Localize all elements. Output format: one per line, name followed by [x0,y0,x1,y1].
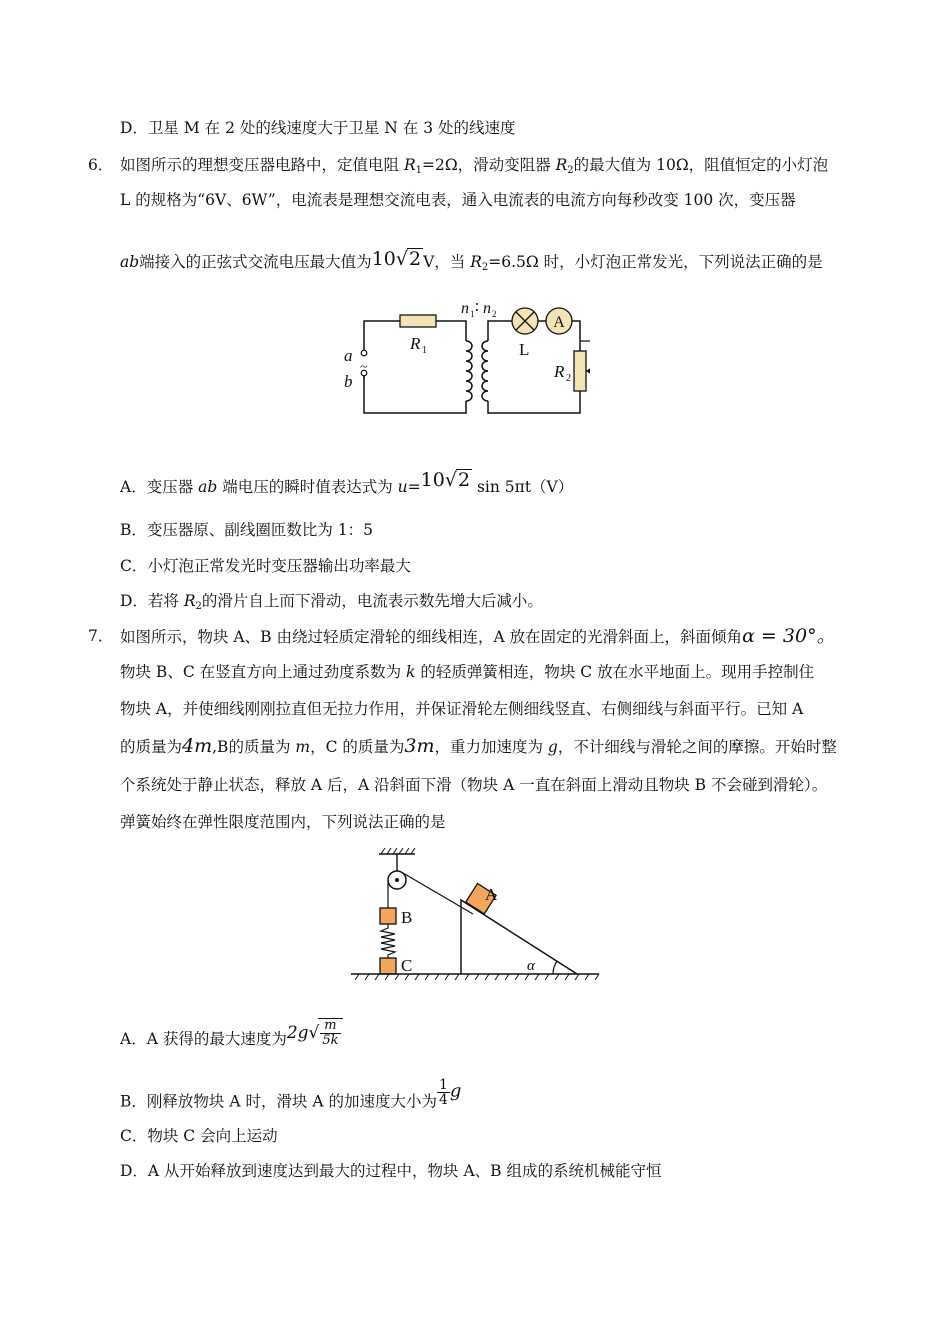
terminal-a [361,350,367,356]
q7-opt-b-den: 4 [439,1092,448,1108]
label-a: A [485,885,498,904]
q7-opt-b-num: 1 [439,1077,448,1093]
ceiling-hatch [381,848,415,854]
q7-line3: 物块 A，并使细线刚刚拉直但无拉力作用，并保证滑轮左侧细线竖直、右侧细线与斜面平行。已知 A [120,700,804,718]
ratio-sep: ∶ [475,300,479,316]
pulley-axle [395,878,399,882]
q6-line1-text-a: 如图所示的理想变压器电路中，定值电阻 [120,156,404,174]
q6-opt-a-ab: ab [198,478,218,496]
q7-opt-b-expr [437,1078,461,1107]
q6-opt-a-coef: 10 [420,469,445,491]
ground-hatch [355,974,599,980]
label-b: B [401,908,413,927]
q6-voltage-coef: 10 [371,248,396,270]
q6-opt-a-amplitude: 10√2 [420,469,471,491]
primary-coil [466,341,472,401]
q7-line1-text: 如图所示，物块 A、B 由绕过轻质定滑轮的细线相连，A 放在固定的光滑斜面上，斜面倾角 [120,628,743,646]
block-b [380,908,396,924]
q6-opt-a-eq: = [407,478,421,496]
q7-line4-text-e: ，不计细线与滑轮之间的摩擦。开始时整 [557,738,837,756]
q6-option-c: C．小灯泡正常发光时变压器输出功率最大 [120,557,411,575]
label-r1: R [410,334,421,353]
q7-k: k [406,663,416,681]
wire [572,321,580,351]
transformer-circuit-diagram [340,295,590,425]
q6-line1-text-c: 的最大值为 10Ω，阻值恒定的小灯泡 [573,156,829,174]
q6-ab: ab [120,253,140,271]
q6-line1 [120,155,828,181]
q7-opt-a-den: 5k [322,1033,339,1048]
wire [488,321,512,341]
q6-opt-d-text-a: D．若将 [120,592,184,610]
angle-arc [553,961,557,974]
wire [364,377,466,413]
q6-opt-a-u: u [397,478,408,496]
label-r2: R [554,362,565,381]
q7-number: 7． [88,627,114,645]
label-a: a [344,346,353,365]
q6-option-d [120,591,543,617]
q7-line2 [120,662,814,682]
q6-r2-sub-2: 2 [481,262,489,273]
q6-r1-sub: 1 [415,165,422,176]
q7-line1 [120,626,836,647]
q7-line5: 个系统处于静止状态，释放 A 后，A 沿斜面下滑（物块 A 一直在斜面上滑动且物块 B 不会碰到滑轮）。 [120,776,828,794]
ac-symbol: ~ [360,360,368,375]
q7-opt-a-text: A．A 获得的最大速度为 [120,1030,287,1048]
ratio-n2-sub: 2 [492,309,497,319]
q7-line2-text-a: 物块 B、C 在竖直方向上通过劲度系数为 [120,663,407,681]
q7-option-b [120,1078,461,1112]
q6-voltage-root: 2 [408,248,422,270]
ratio-n2: n [483,300,491,317]
wire [436,321,466,341]
label-c: C [401,956,413,975]
q7-alpha-eq: α = 30°。 [742,625,836,647]
q7-three-m: 3m [404,735,435,757]
q6-r1-symbol: R [403,156,416,174]
q6-line3-text-b: V，当 [423,253,471,271]
q7-line4-text-a: 的质量为 [120,738,183,756]
spring [381,924,395,958]
q7-opt-a-coef: 2g [286,1023,309,1043]
q7-option-a [120,1018,343,1049]
label-alpha: α [527,958,535,974]
q6-opt-d-sub: 2 [195,601,202,612]
q6-opt-a-text-a: A．变压器 [120,478,199,496]
q7-m: m [295,738,311,756]
secondary-coil [482,341,488,401]
q6-opt-a-text-b: 端电压的瞬时值表达式为 [217,478,398,496]
label-b: b [344,372,353,391]
block-c [380,958,396,974]
q7-line4-text-b: ,B的质量为 [212,738,296,756]
q6-line3-text-c: =6.5Ω 时，小灯泡正常发光，下列说法正确的是 [488,253,823,271]
incline [461,900,577,974]
q6-opt-d-text-b: 的滑片自上而下滑动，电流表示数先增大后减小。 [201,592,543,610]
q6-voltage-max: 10√2 [371,248,422,270]
q6-opt-a-text-d: sin 5πt（V） [472,478,574,496]
q7-opt-b-text: B．刚释放物块 A 时，滑块 A 的加速度大小为 [120,1092,437,1111]
ammeter-label: A [553,314,565,331]
q7-four-m: 4m [182,735,213,757]
q7-opt-a-expr: 2g√ $\frac{m}{5k}$ [287,1018,343,1048]
string-right [403,873,473,914]
label-r2-sub: 2 [566,373,571,384]
q6-line1-text-b: =2Ω，滑动变阻器 [421,156,556,174]
q7-opt-a-radicand [318,1018,342,1048]
q6-opt-d-r: R [183,592,196,610]
q6-r2-sub: 2 [567,165,574,176]
q7-g: g [547,738,558,756]
q7-line4-text-c: ，C 的质量为 [310,738,405,756]
wire [364,321,400,347]
q7-option-d: D．A 从开始释放到速度达到最大的过程中，物块 A、B 组成的系统机械能守恒 [120,1162,662,1180]
q7-opt-b-g: g [449,1080,462,1102]
resistor-r1 [400,315,436,327]
pulley-incline-diagram [345,842,605,982]
q6-number: 6． [88,156,114,174]
q6-r2-symbol-2: R [470,253,482,271]
q5-option-d: D．卫星 M 在 2 处的线速度大于卫星 N 在 3 处的线速度 [120,119,516,137]
q7-line6: 弹簧始终在弹性限度范围内，下列说法正确的是 [120,813,446,831]
q6-line3 [120,248,823,278]
q6-option-b: B．变压器原、副线圈匝数比为 1：5 [120,521,374,539]
q6-line3-text-a: 端接入的正弦式交流电压最大值为 [139,253,372,271]
q7-line4 [120,736,837,757]
wire [488,391,580,413]
q6-r2-symbol: R [555,156,568,174]
q6-line2: L 的规格为“6V、6W”，电流表是理想交流电表，通入电流表的电流方向每秒改变 100 次，变压器 [120,191,796,209]
q6-option-a [120,469,573,497]
q7-opt-a-num: m [320,1019,340,1034]
label-lamp: L [519,340,530,359]
q7-line4-text-d: ，重力加速度为 [434,738,548,756]
label-r1-sub: 1 [422,345,427,356]
q7-line2-text-b: 的轻质弹簧相连，物块 C 放在水平地面上。现用手控制住 [415,663,815,681]
ratio-n1-sub: 1 [470,309,475,319]
q7-option-c: C．物块 C 会向上运动 [120,1127,278,1145]
ratio-n1: n [461,300,469,317]
rheostat-r2 [574,351,586,391]
q6-opt-a-root: 2 [457,469,471,491]
